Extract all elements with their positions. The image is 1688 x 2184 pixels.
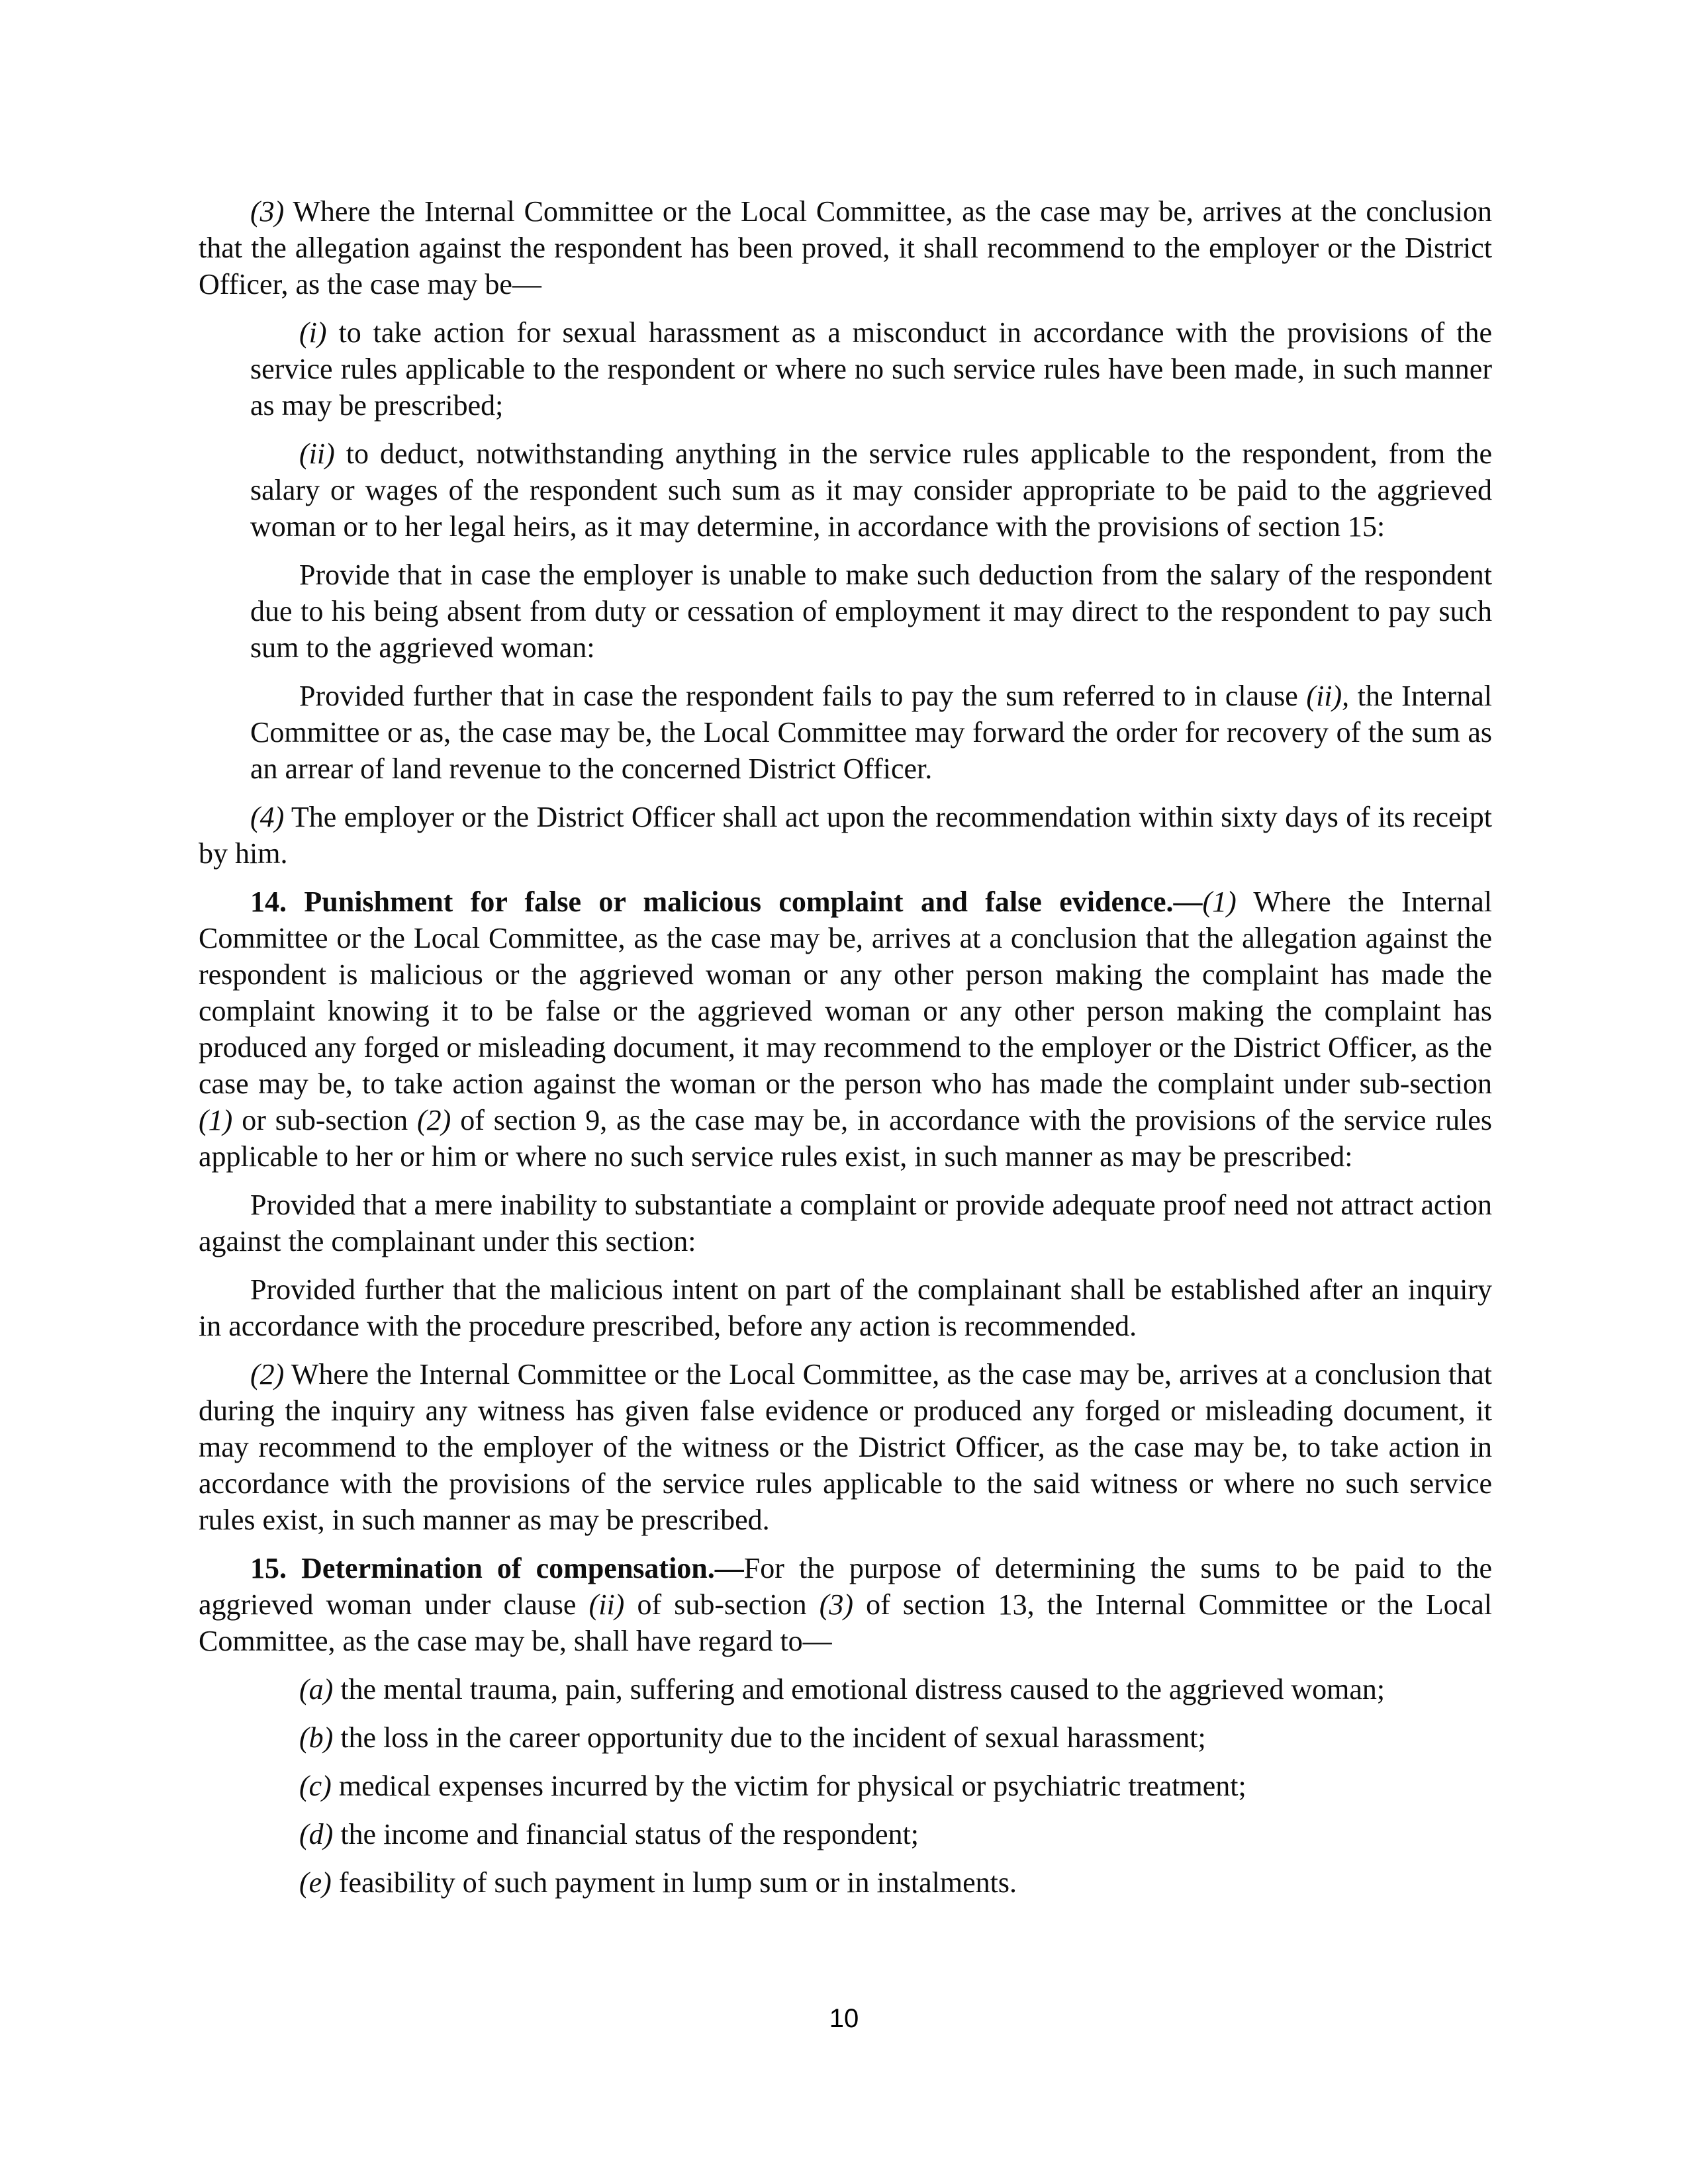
subsection-2-paragraph <box>199 1356 1492 1538</box>
subsection-4-marker: (4) <box>250 801 285 833</box>
proviso-4-paragraph <box>199 1271 1492 1344</box>
clause-ii-text: to deduct, notwithstanding anything in the service rules applicable to the respondent, from the salary or wages of the respondent such sum as it may consider appropriate to be paid to the aggrieved woman or to her legal heirs, as it may determine, in accordance with the provisions of section 15: <box>250 437 1492 543</box>
subsection-2-marker: (2) <box>250 1358 285 1390</box>
item-d-text: the income and financial status of the respondent; <box>333 1818 919 1850</box>
section-14-text-1: Where the Internal Committee or the Local Committee, as the case may be, arrives at a conclusion that the allegation against the respondent is malicious or the aggrieved woman or any other person making the complaint has made the complaint knowing it to be false or the aggrieved woman or any other person making the complaint has produced any forged or misleading document, it may recommend to the employer or the District Officer, as the case may be, to take action against the woman or the person who has made the complaint under sub-section <box>199 886 1492 1100</box>
item-e-marker: (e) <box>299 1866 332 1899</box>
section-15-text-1: For the purpose of determining the sums to be paid to the aggrieved woman under clause <box>199 1552 1492 1621</box>
item-a-paragraph <box>250 1671 1492 1707</box>
section-14-subsection-ref-2: (2) <box>417 1104 451 1136</box>
clause-i-paragraph <box>250 314 1492 424</box>
clause-ii-paragraph <box>250 435 1492 545</box>
item-e-text: feasibility of such payment in lump sum or in instalments. <box>331 1866 1017 1899</box>
item-d-marker: (d) <box>299 1818 334 1850</box>
section-14-text-2: of section 9, as the case may be, in accordance with the provisions of the service rules applicable to her or him or where no such service rules exist, in such manner as may be prescribed: <box>199 1104 1492 1173</box>
subsection-3-text: Where the Internal Committee or the Local Committee, as the case may be, arrives at the conclusion that the allegation against the respondent has been proved, it shall recommend to the employer or the District Officer, as the case may be— <box>199 195 1492 300</box>
subsection-3-marker: (3) <box>250 195 285 228</box>
proviso-2-paragraph <box>250 678 1492 787</box>
proviso-2-text-post: the Internal Committee or as, the case may be, the Local Committee may forward the order for recovery of the sum as an arrear of land revenue to the concerned District Officer. <box>250 680 1492 785</box>
proviso-4-text: Provided further that the malicious intent on part of the complainant shall be established after an inquiry in accordance with the procedure prescribed, before any action is recommended. <box>199 1273 1492 1342</box>
item-a-text: the mental trauma, pain, suffering and emotional distress caused to the aggrieved woman; <box>333 1673 1385 1706</box>
section-14-subsection-1-marker: (1) <box>1202 886 1237 918</box>
proviso-1-paragraph <box>250 557 1492 666</box>
subsection-2-text: Where the Internal Committee or the Local Committee, as the case may be, arrives at a conclusion that during the inquiry any witness has given false evidence or produced any forged or misleading document, it may recommend to the employer of the witness or the District Officer, as the case may be, to take action in accordance with the provisions of the service rules applicable to the said witness or where no such service rules exist, in such manner as may be prescribed. <box>199 1358 1492 1536</box>
clause-ii-marker: (ii) <box>299 437 335 470</box>
proviso-3-text: Provided that a mere inability to substantiate a complaint or provide adequate proof need not attract action against the complainant under this section: <box>199 1189 1492 1257</box>
subsection-4-text: The employer or the District Officer shall act upon the recommendation within sixty days of its receipt by him. <box>199 801 1492 870</box>
subsection-4-paragraph <box>199 799 1492 872</box>
section-14-text-mid: or sub-section <box>232 1104 418 1136</box>
item-c-text: medical expenses incurred by the victim for physical or psychiatric treatment; <box>331 1770 1246 1802</box>
section-14-paragraph <box>199 884 1492 1175</box>
item-c-marker: (c) <box>299 1770 332 1802</box>
page-number: 10 <box>829 2004 859 2033</box>
item-b-marker: (b) <box>299 1721 334 1754</box>
proviso-2-clause-ref: (ii), <box>1306 680 1350 712</box>
section-15-paragraph <box>199 1550 1492 1659</box>
section-15-subsection-ref: (3) <box>819 1588 854 1621</box>
item-d-paragraph <box>250 1816 1492 1852</box>
item-b-paragraph <box>250 1719 1492 1756</box>
section-15-heading: 15. Determination of compensation.— <box>250 1552 744 1584</box>
item-b-text: the loss in the career opportunity due to the incident of sexual harassment; <box>333 1721 1206 1754</box>
item-e-paragraph <box>250 1864 1492 1901</box>
subsection-3-paragraph <box>199 193 1492 302</box>
section-15-text-2: of section 13, the Internal Committee or the Local Committee, as the case may be, shall have regard to— <box>199 1588 1492 1657</box>
section-14-heading: 14. Punishment for false or malicious complaint and false evidence.— <box>250 886 1203 918</box>
clause-i-text: to take action for sexual harassment as a misconduct in accordance with the provisions of the service rules applicable to the respondent or where no such service rules have been made, in such manner as may be prescribed; <box>250 316 1492 422</box>
section-15-text-mid: of sub-section <box>624 1588 820 1621</box>
proviso-3-paragraph <box>199 1187 1492 1259</box>
proviso-1-text: Provide that in case the employer is unable to make such deduction from the salary of the respondent due to his being absent from duty or cessation of employment it may direct to the respondent to pay such sum to the aggrieved woman: <box>250 559 1492 664</box>
section-14-subsection-ref-1: (1) <box>199 1104 233 1136</box>
proviso-2-text-pre: Provided further that in case the respondent fails to pay the sum referred to in clause <box>299 680 1307 712</box>
item-c-paragraph <box>250 1768 1492 1804</box>
item-a-marker: (a) <box>299 1673 334 1706</box>
clause-i-marker: (i) <box>299 316 327 349</box>
section-15-clause-ref: (ii) <box>588 1588 625 1621</box>
